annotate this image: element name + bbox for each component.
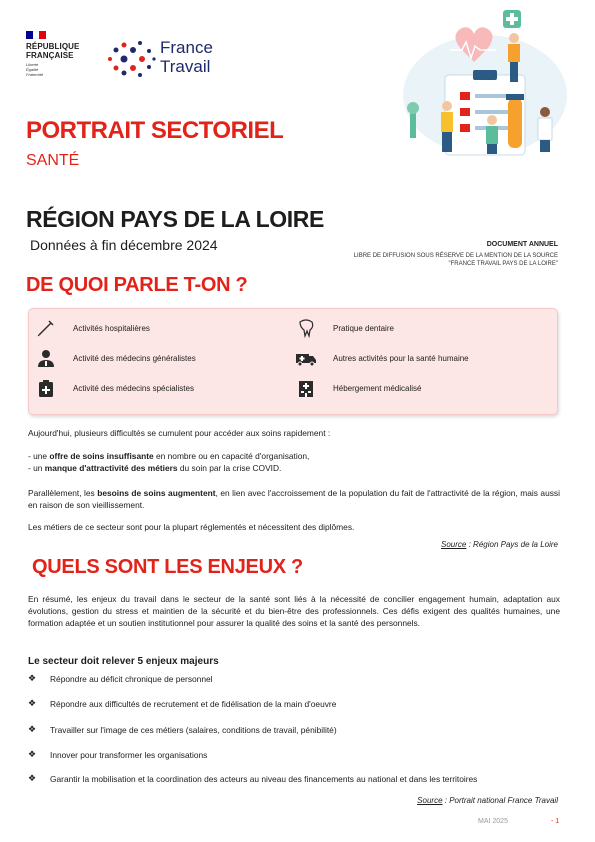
intro-paragraph: Les métiers de ce secteur sont pour la plupart réglementés et nécessitent des diplômes. (28, 522, 355, 532)
page-number: - 1 (551, 818, 560, 825)
france-travail-wordmark: France Travail (160, 38, 213, 76)
intro-list-item: - un manque d'attractivité des métiers du soin par la crise COVID. (28, 463, 282, 473)
intro-paragraph: Aujourd'hui, plusieurs difficultés se cumulent pour accéder aux soins rapidement : (28, 428, 331, 438)
source-note: Source : Portrait national France Travail (417, 796, 558, 805)
healthcare-team-illustration-icon (400, 0, 570, 162)
diamond-bullet-icon: ❖ (28, 773, 37, 783)
issue-item: ❖ Répondre au déficit chronique de personnel (28, 673, 213, 684)
activity-item: Hébergement médicalisé (295, 377, 422, 399)
activity-item: Activité des médecins généralistes (35, 347, 196, 369)
diamond-bullet-icon: ❖ (28, 698, 37, 708)
intro-list-item: - une offre de soins insuffisante en nombre ou en capacité d'organisation, (28, 451, 310, 461)
issues-summary: En résumé, les enjeux du travail dans le secteur de la santé sont liés à la nécessité de concilier engagement humain, adaptation aux évolutions, gestion du stress et maintien de la sécurité et du bien-être des professionnels. Ces défis exigent des qualités humaines, une formation adaptée et un soutien institutionnel pour assurer la qualité des soins et la santé des personnels. (28, 594, 560, 628)
diffusion-notice: LIBRE DE DIFFUSION SOUS RÉSERVE DE LA MENTION DE LA SOURCE "FRANCE TRAVAIL PAYS DE LA LOIRE" (353, 253, 558, 267)
issue-item: ❖ Travailler sur l'image de ces métiers (salaires, conditions de travail, pénibilité) (28, 724, 337, 735)
activity-item: Autres activités pour la santé humaine (295, 347, 469, 369)
section-title-issues: QUELS SONT LES ENJEUX ? (32, 556, 303, 578)
intro-paragraph: Parallèlement, les besoins de soins augmentent, en lien avec l'accroissement de la population du fait de l'attractivité de la région, mais aussi en raison de son vieillissement. (28, 488, 560, 510)
diamond-bullet-icon: ❖ (28, 749, 37, 759)
diamond-bullet-icon: ❖ (28, 724, 37, 734)
activity-item: Pratique dentaire (295, 317, 394, 339)
ambulance-icon (295, 347, 317, 369)
republique-francaise-logo (26, 31, 92, 77)
issues-heading: Le secteur doit relever 5 enjeux majeurs (28, 656, 219, 667)
doctor-icon (35, 347, 57, 369)
rf-motto: Liberté Égalité Fraternité (26, 62, 44, 77)
document-type: DOCUMENT ANNUEL (486, 241, 558, 248)
syringe-icon (35, 317, 57, 339)
rf-name: RÉPUBLIQUE FRANÇAISE (26, 42, 80, 60)
tricolor-flag-icon (26, 31, 46, 39)
section-title-what: DE QUOI PARLE T-ON ? (26, 274, 248, 296)
issue-item: ❖ Répondre aux difficultés de recrutement et de fidélisation de la main d'oeuvre (28, 698, 337, 709)
footer-date: MAI 2025 (478, 818, 508, 825)
source-note: Source : Région Pays de la Loire (441, 540, 558, 549)
issue-item: ❖ Innover pour transformer les organisations (28, 749, 208, 760)
data-date: Données à fin décembre 2024 (30, 237, 218, 253)
issue-item: ❖ Garantir la mobilisation et la coordination des acteurs au niveau des financements au national et dans les territoires (28, 773, 478, 784)
region-heading: RÉGION PAYS DE LA LOIRE (26, 206, 324, 232)
diamond-bullet-icon: ❖ (28, 673, 37, 683)
page-title: PORTRAIT SECTORIEL (26, 117, 284, 144)
activities-panel (28, 308, 558, 415)
medical-kit-icon (35, 377, 57, 399)
tooth-icon (295, 317, 317, 339)
activity-item: Activités hospitalières (35, 317, 150, 339)
activity-item: Activité des médecins spécialistes (35, 377, 194, 399)
hospital-building-icon (295, 377, 317, 399)
page-subtitle: SANTÉ (26, 152, 80, 169)
